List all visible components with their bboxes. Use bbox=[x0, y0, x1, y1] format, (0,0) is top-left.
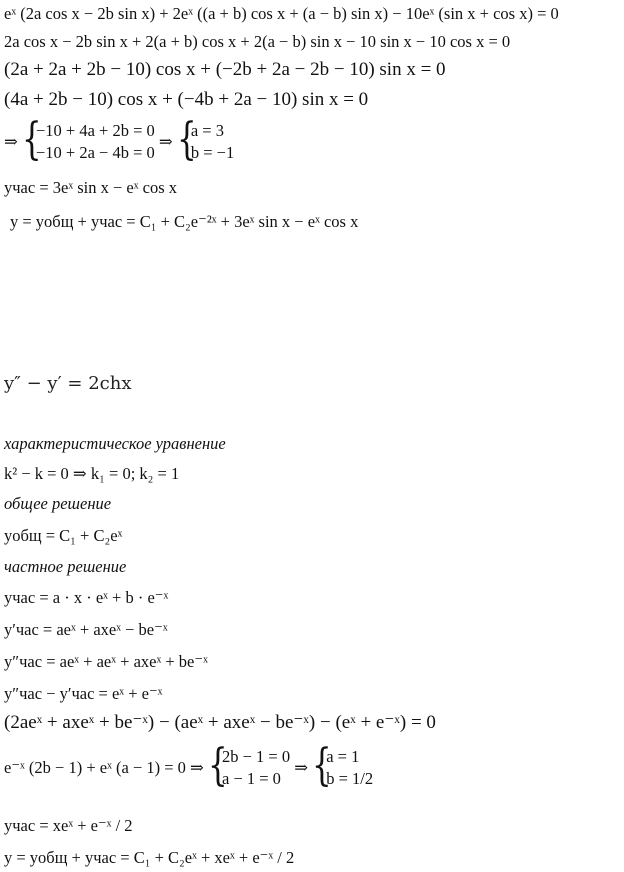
second-derivative: y″час = aeˣ + aeˣ + axeˣ + be⁻ˣ bbox=[4, 652, 208, 671]
characteristic-equation: k² − k = 0 ⇒ k₁ = 0; k₂ = 1 bbox=[4, 464, 180, 483]
equation-line-3: (2a + 2a + 2b − 10) cos x + (−2b + 2a − 2b − 10) sin x = 0 bbox=[4, 59, 446, 80]
implies-arrow: ⇒ bbox=[4, 132, 18, 151]
section-heading: общее решение bbox=[4, 494, 112, 513]
general-solution: yобщ = C₁ + C₂eˣ bbox=[4, 526, 123, 545]
system-row: −10 + 4a + 2b = 0 bbox=[35, 121, 155, 140]
system-line-2 bbox=[4, 740, 374, 791]
final-solution: y = yобщ + yчас = C₁ + C₂eˣ + xeˣ + e⁻ˣ / 2 bbox=[4, 848, 295, 867]
general-solution-line: y = yобщ + yчас = C₁ + C₂e⁻²ˣ + 3eˣ sin x − eˣ cos x bbox=[10, 212, 359, 231]
implies-arrow: ⇒ bbox=[294, 758, 309, 777]
problem-equation: y″ − y′ = 2chx bbox=[4, 373, 132, 394]
brace-icon: { bbox=[208, 740, 228, 791]
system-row: b = 1/2 bbox=[326, 769, 374, 788]
expanded-substitution: (2aeˣ + axeˣ + be⁻ˣ) − (aeˣ + axeˣ − be⁻ˣ) − (eˣ + e⁻ˣ) = 0 bbox=[4, 712, 436, 733]
system-row: −10 + 2a − 4b = 0 bbox=[35, 143, 155, 162]
equation-system-1 bbox=[21, 114, 155, 165]
system-row: a = 1 bbox=[326, 747, 360, 766]
equation-line-4: (4a + 2b − 10) cos x + (−4b + 2a − 10) sin x = 0 bbox=[4, 89, 369, 110]
particular-form: yчас = a · x · eˣ + b · e⁻ˣ bbox=[4, 588, 169, 607]
particular-solution: yчас = xeˣ + e⁻ˣ / 2 bbox=[4, 816, 133, 835]
section-heading: характеристическое уравнение bbox=[4, 434, 226, 453]
system-row: 2b − 1 = 0 bbox=[222, 747, 291, 766]
section-heading: частное решение bbox=[4, 557, 127, 576]
equation-line-2: 2a cos x − 2b sin x + 2(a + b) cos x + 2(a − b) sin x − 10 sin x − 10 cos x = 0 bbox=[4, 32, 511, 51]
equation-system-4 bbox=[312, 740, 374, 791]
implies-arrow: ⇒ bbox=[158, 132, 173, 151]
coefficient-equation: e⁻ˣ (2b − 1) + eˣ (a − 1) = 0 ⇒ bbox=[4, 758, 204, 777]
brace-icon: { bbox=[21, 114, 42, 165]
system-row: b = −1 bbox=[190, 143, 235, 162]
equation-line-1: eˣ (2a cos x − 2b sin x) + 2eˣ ((a + b) cos x + (a − b) sin x) − 10eˣ (sin x + cos x) = 0 bbox=[4, 4, 559, 23]
substitution-line: y″час − y′час = eˣ + e⁻ˣ bbox=[4, 684, 163, 703]
system-line-1 bbox=[4, 114, 235, 165]
system-row: a − 1 = 0 bbox=[222, 769, 281, 788]
equation-system-3 bbox=[208, 740, 291, 791]
first-derivative: y′час = aeˣ + axeˣ − be⁻ˣ bbox=[4, 620, 168, 639]
brace-icon: { bbox=[176, 114, 197, 165]
particular-solution-line: yчас = 3eˣ sin x − eˣ cos x bbox=[4, 178, 177, 197]
equation-system-2 bbox=[176, 114, 235, 165]
brace-icon: { bbox=[312, 740, 332, 791]
system-row: a = 3 bbox=[190, 121, 224, 140]
